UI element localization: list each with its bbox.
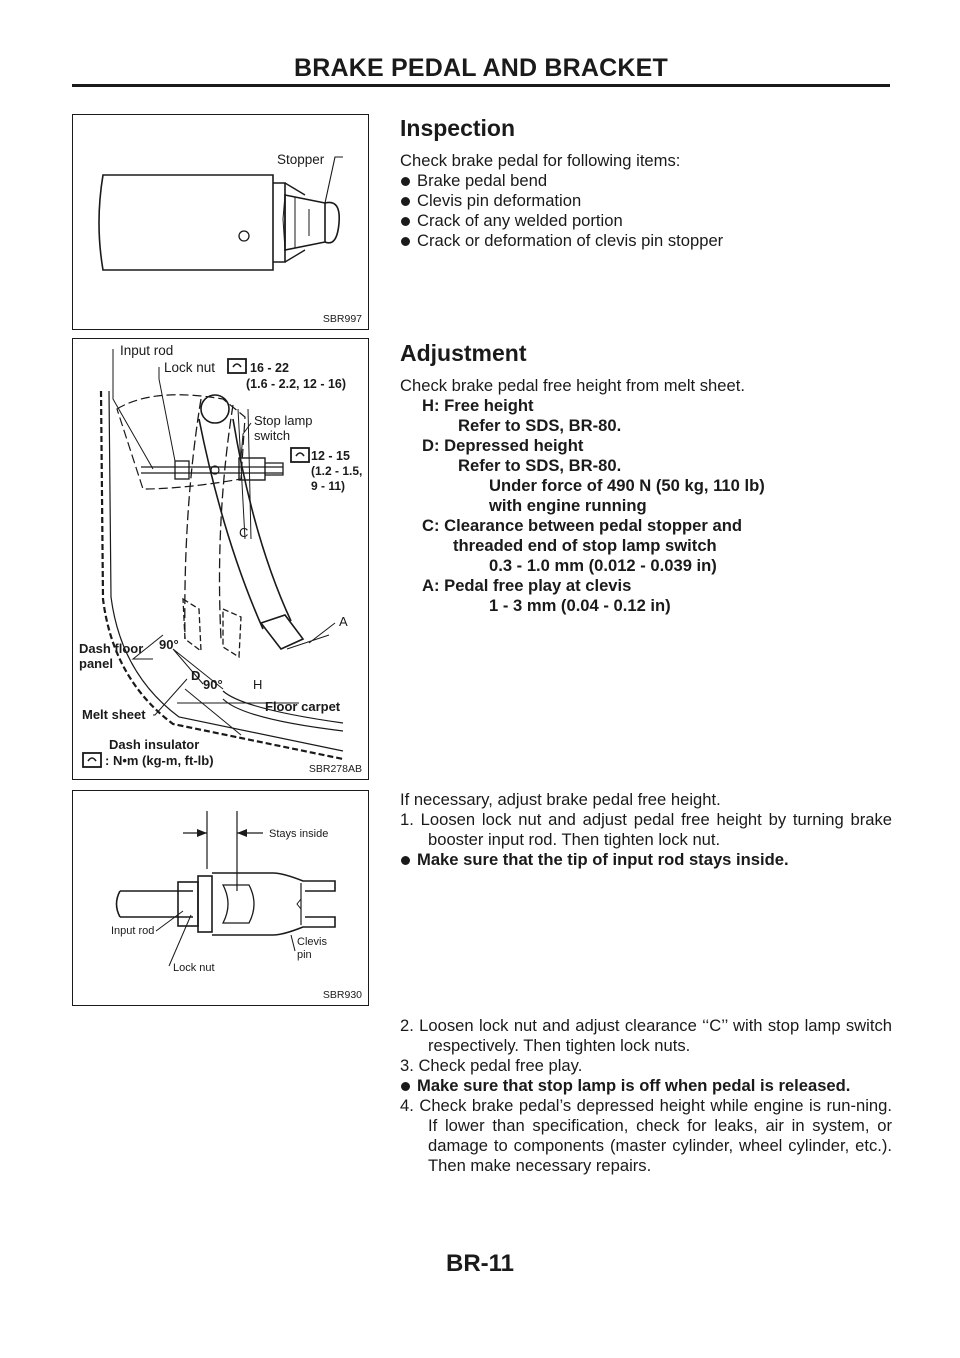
figure-code-sbr997: SBR997 [322,313,362,325]
label-floor-carpet: Floor carpet [265,699,341,714]
clevis-pin-drawing [73,115,369,330]
figure-code-sbr930: SBR930 [322,989,362,1001]
figure-clevis-pin-stopper [72,114,369,330]
label-torque-2: 12 - 15 [311,449,350,463]
label-torque-2-sub: (1.2 - 1.5, [311,464,363,478]
procedure-step-3: 3. Check pedal free play. [400,1056,583,1075]
label-angle-1: 90° [159,637,179,652]
spec-d-ref: Refer to SDS, BR-80. [458,456,622,475]
spec-c-label: C: Clearance between pedal stopper and [422,516,742,535]
spec-a-label: A: Pedal free play at clevis [422,576,632,595]
label-melt-sheet: Melt sheet [82,707,146,722]
inspection-item: Clevis pin deformation [400,191,892,211]
label-d: D [191,668,201,683]
label-torque-1: 16 - 22 [250,361,289,375]
spec-d-condition: Under force of 490 N (50 kg, 110 lb) [489,476,765,495]
procedure-step-4: 4. Check brake pedal’s depressed height while engine is run-ning. If lower than specification, check for leaks, air in system, or damage to components (master cylinder, wheel cylinder, etc.). Then make necessary repairs. [400,1096,892,1175]
figure-pedal-adjustment [72,338,369,780]
torque-wrench-icon [291,448,309,462]
procedure-section-1 [400,790,892,870]
spec-a-value: 1 - 3 mm (0.04 - 0.12 in) [489,596,671,615]
page-number: BR-11 [445,1250,515,1277]
procedure-step-1: 1. Loosen lock nut and adjust pedal free height by turning brake booster input rod. Then tighten lock nut. [400,810,892,849]
spec-c-label-2: threaded end of stop lamp switch [453,536,717,555]
procedure-section-2 [400,1016,892,1176]
label-clevis: Clevis [297,936,327,948]
inspection-item: Crack or deformation of clevis pin stopper [400,231,892,251]
inspection-title: Inspection [400,115,516,141]
spec-h-ref: Refer to SDS, BR-80. [458,416,622,435]
inspection-item: Crack of any welded portion [400,211,892,231]
label-stopper: Stopper [277,152,325,167]
procedure-note-1: Make sure that the tip of input rod stays inside. [400,850,892,870]
torque-wrench-icon [228,359,246,373]
inspection-section [400,114,892,251]
input-rod-drawing [73,791,369,1006]
label-dash-insulator: Dash insulator [109,737,200,752]
label-h: H [253,677,263,692]
torque-wrench-icon [83,753,101,767]
label-stop-lamp: Stop lamp [254,413,313,428]
label-clevis-pin: pin [297,949,312,961]
header-rule [72,84,890,87]
label-stays-inside: Stays inside [269,828,329,840]
figure-input-rod-tip [72,790,369,1006]
label-torque-unit: : N•m (kg-m, ft-lb) [105,753,214,768]
procedure-note-2: Make sure that stop lamp is off when pedal is released. [400,1076,892,1096]
procedure-intro: If necessary, adjust brake pedal free height. [400,790,721,809]
spec-c-value: 0.3 - 1.0 mm (0.012 - 0.039 in) [489,556,717,575]
inspection-item: Brake pedal bend [400,171,892,191]
page-header-title: BRAKE PEDAL AND BRACKET [293,54,669,82]
inspection-intro: Check brake pedal for following items: [400,151,681,170]
label-input-rod-fig3: Input rod [111,925,155,937]
label-lock-nut-fig3: Lock nut [173,962,215,974]
label-dash-floor: Dash floor [79,641,144,656]
label-dash-floor-panel: panel [79,656,113,671]
label-torque-2-sub2: 9 - 11) [311,479,346,493]
spec-d-condition-2: with engine running [489,496,647,515]
label-input-rod: Input rod [120,343,174,358]
spec-h-label: H: Free height [422,396,534,415]
adjustment-section [400,339,892,616]
label-c: C [239,525,249,540]
label-angle-2: 90° [203,677,223,692]
label-torque-1-sub: (1.6 - 2.2, 12 - 16) [246,377,347,391]
label-stop-lamp-switch: switch [254,428,291,443]
procedure-step-2: 2. Loosen lock nut and adjust clearance ‘‘C’’ with stop lamp switch respectively. Then tighten lock nuts. [400,1016,892,1055]
label-lock-nut: Lock nut [164,360,216,375]
figure-code-sbr278ab: SBR278AB [308,763,362,775]
adjustment-title: Adjustment [400,340,527,366]
pedal-adjustment-drawing [73,339,369,780]
spec-d-label: D: Depressed height [422,436,584,455]
label-a: A [339,614,348,629]
adjustment-intro: Check brake pedal free height from melt sheet. [400,376,745,395]
